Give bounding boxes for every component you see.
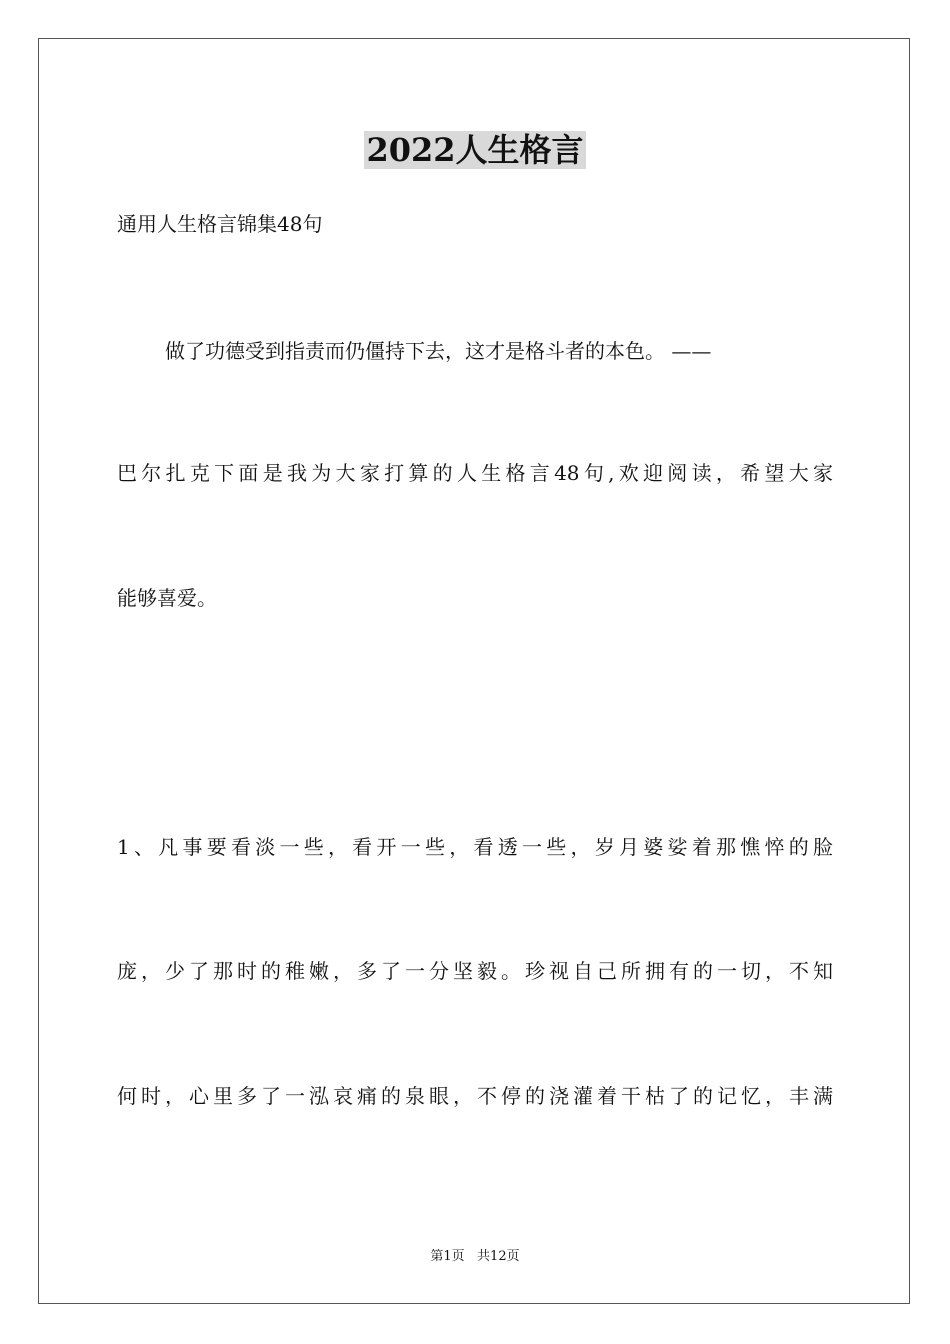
paragraph-2-line-2: 庞，少了那时的稚嫩，多了一分坚毅。珍视自己所拥有的一切，不知: [117, 959, 833, 983]
document-title-text: 2022人生格言: [366, 131, 584, 169]
page-number-text: 第1页 共12页: [430, 1249, 520, 1264]
paragraph-2-line-1: 1、凡事要看淡一些，看开一些，看透一些，岁月婆娑着那憔悴的脸: [117, 835, 833, 859]
document-title: [0, 128, 950, 172]
document-subtitle: 通用人生格言锦集48句: [117, 212, 323, 236]
paragraph-1-line-2: 巴尔扎克下面是我为大家打算的人生格言48句,欢迎阅读，希望大家: [117, 461, 833, 485]
paragraph-1-line-3: 能够喜爱。: [117, 586, 217, 610]
paragraph-2-line-3: 何时，心里多了一泓哀痛的泉眼，不停的浇灌着干枯了的记忆，丰满: [117, 1084, 833, 1108]
page-footer: [0, 1248, 950, 1266]
paragraph-1-line-1: 做了功德受到指责而仍僵持下去，这才是格斗者的本色。 ——: [165, 339, 712, 363]
